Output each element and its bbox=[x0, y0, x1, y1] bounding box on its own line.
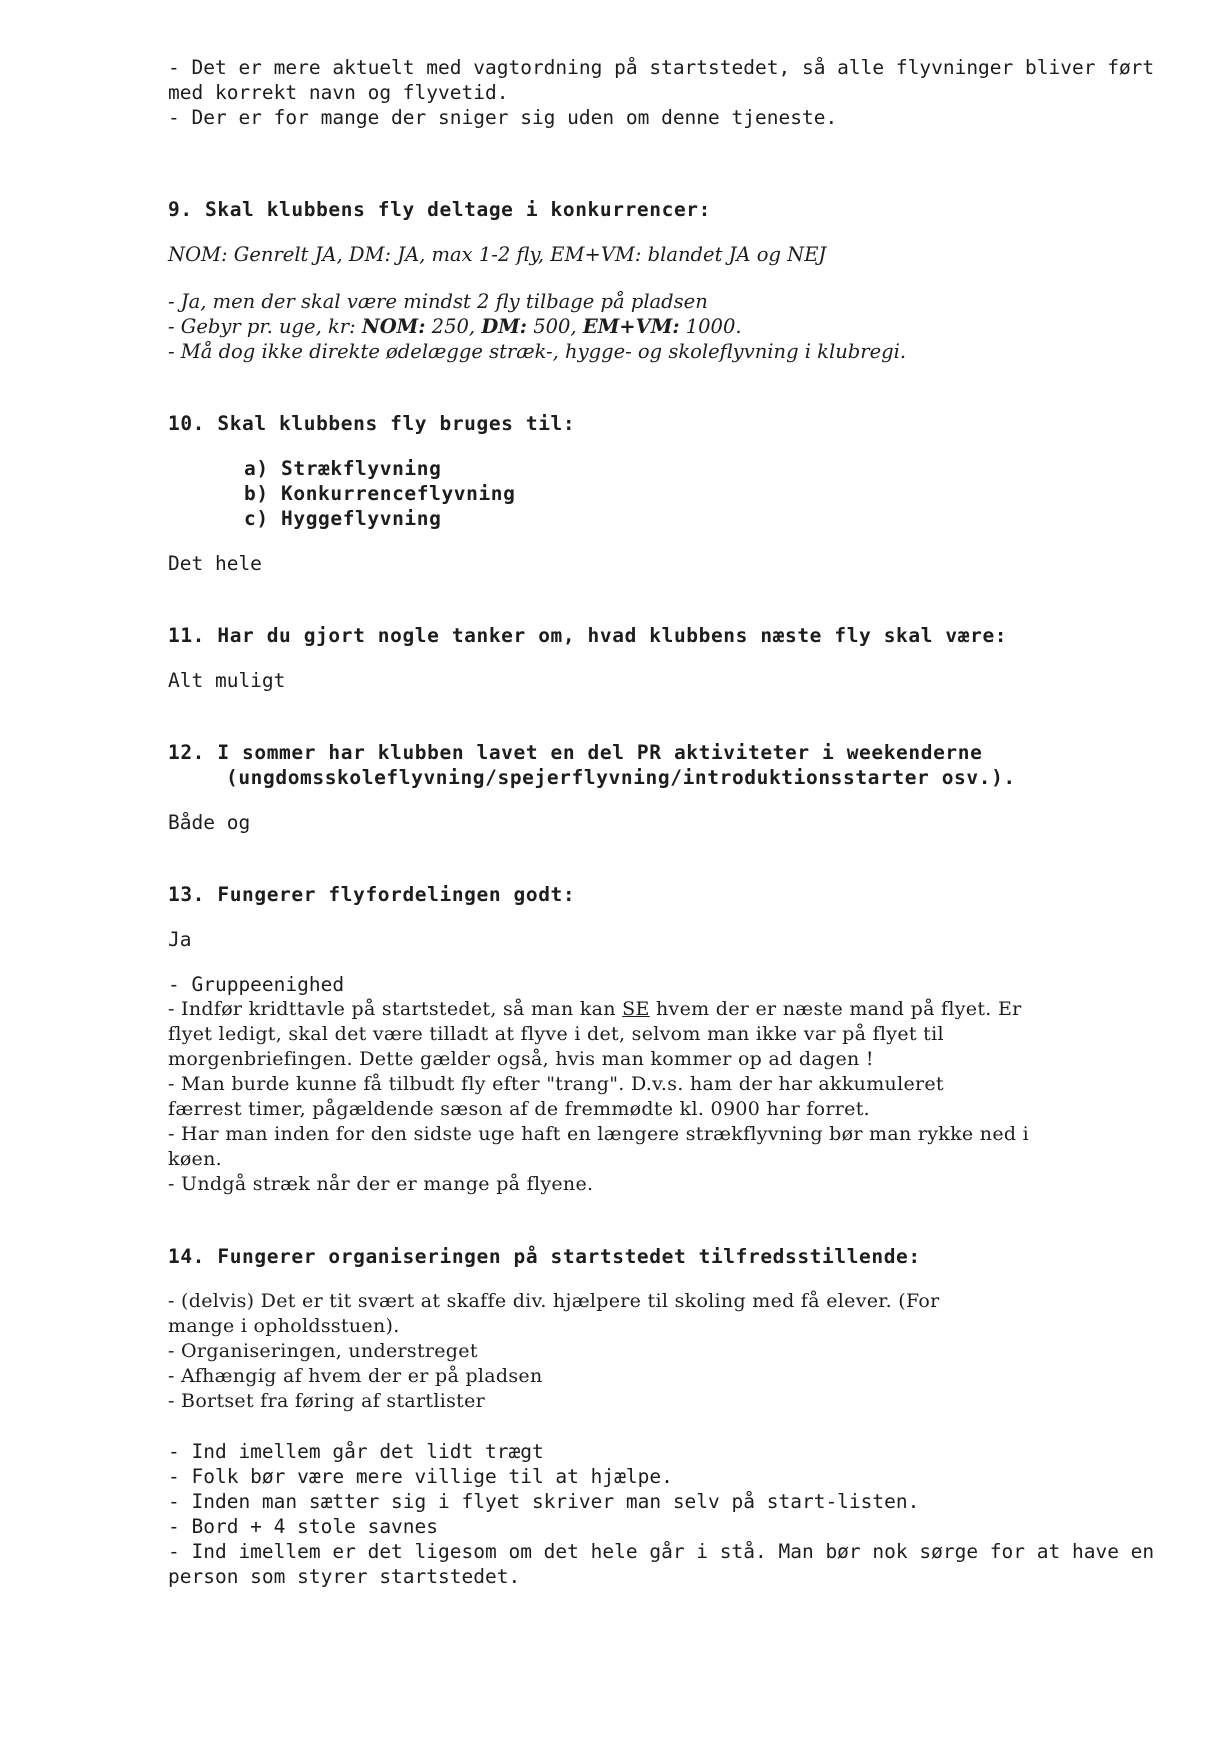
question-13-comment: færrest timer, pågældende sæson af de fremmødte kl. 0900 har forret. bbox=[168, 1098, 870, 1120]
question-13-title: 13. Fungerer flyfordelingen godt: bbox=[168, 883, 576, 906]
question-14-comment: - (delvis) Det er tit svært at skaffe div. hjælpere til skoling med få elever. (For bbox=[168, 1290, 940, 1312]
question-14-comment: person som styrer startstedet. bbox=[168, 1565, 521, 1588]
question-10-option: b) Konkurrenceflyvning bbox=[244, 482, 516, 505]
question-9-summary: NOM: Genrelt JA, DM: JA, max 1-2 fly, EM+VM: blandet JA og NEJ bbox=[168, 243, 827, 266]
question-13-comment: - Har man inden for den sidste uge haft en længere strækflyvning bør man rykke ned i bbox=[168, 1123, 1030, 1145]
document-page bbox=[168, 55, 1208, 1589]
question-14 bbox=[168, 1244, 1208, 1589]
question-14-comment: - Folk bør være mere villige til at hjælpe. bbox=[168, 1465, 673, 1488]
question-13-comment: - Indfør kridttavle på startstedet, så man kan SE hvem der er næste mand på flyet. Er bbox=[168, 998, 1022, 1020]
question-14-comment: - Ind imellem går det lidt trægt bbox=[168, 1440, 544, 1463]
question-12-title: 12. I sommer har klubben lavet en del PR aktiviteter i weekenderne bbox=[168, 741, 983, 764]
question-13-comment: flyet ledigt, skal det være tilladt at flyve i det, selvom man ikke var på flyet til bbox=[168, 1023, 944, 1045]
question-13-comment: morgenbriefingen. Dette gælder også, hvis man kommer op ad dagen ! bbox=[168, 1048, 874, 1070]
question-13-comment: - Undgå stræk når der er mange på flyene. bbox=[168, 1173, 594, 1195]
question-9-comment: - Gebyr pr. uge, kr: NOM: 250, DM: 500, EM+VM: 1000. bbox=[168, 315, 742, 338]
question-13-comment: - Man burde kunne få tilbudt fly efter "trang". D.v.s. ham der har akkumuleret bbox=[168, 1073, 944, 1095]
question-13-comment: køen. bbox=[168, 1148, 222, 1170]
question-13 bbox=[168, 882, 1208, 1197]
question-14-comment: mange i opholdsstuen). bbox=[168, 1315, 400, 1337]
question-14-comment: - Bord + 4 stole savnes bbox=[168, 1515, 439, 1538]
question-9 bbox=[168, 197, 1208, 364]
question-9-comment: - Ja, men der skal være mindst 2 fly tilbage på pladsen bbox=[168, 290, 708, 313]
question-10 bbox=[168, 411, 1208, 576]
question-9-comment: - Må dog ikke direkte ødelægge stræk-, hygge- og skoleflyvning i klubregi. bbox=[168, 340, 907, 363]
question-11-answer: Alt muligt bbox=[168, 669, 286, 692]
intro-line: - Der er for mange der sniger sig uden om denne tjeneste. bbox=[168, 106, 838, 129]
question-10-title: 10. Skal klubbens fly bruges til: bbox=[168, 412, 576, 435]
intro-line: med korrekt navn og flyvetid. bbox=[168, 81, 509, 104]
intro-line: - Det er mere aktuelt med vagtordning på startstedet, så alle flyvninger bliver ført bbox=[168, 56, 1155, 79]
question-14-comment: - Organiseringen, understreget bbox=[168, 1340, 478, 1362]
question-12-title: (ungdomsskoleflyvning/spejerflyvning/introduktionsstarter osv.). bbox=[226, 766, 1016, 789]
question-9-title: 9. Skal klubbens fly deltage i konkurrencer: bbox=[168, 198, 711, 221]
question-14-comment: - Ind imellem er det ligesom om det hele går i stå. Man bør nok sørge for at have en bbox=[168, 1540, 1155, 1563]
question-14-comment: - Inden man sætter sig i flyet skriver man selv på start-listen. bbox=[168, 1490, 920, 1513]
question-10-option: a) Strækflyvning bbox=[244, 457, 442, 480]
question-10-option: c) Hyggeflyvning bbox=[244, 507, 442, 530]
question-12-answer: Både og bbox=[168, 811, 251, 834]
question-10-answer: Det hele bbox=[168, 552, 262, 575]
question-14-comment: - Bortset fra føring af startlister bbox=[168, 1390, 485, 1412]
question-12 bbox=[168, 740, 1208, 835]
question-13-answer: Ja bbox=[168, 928, 192, 951]
question-14-comment: - Afhængig af hvem der er på pladsen bbox=[168, 1365, 543, 1387]
question-11 bbox=[168, 623, 1208, 693]
question-14-title: 14. Fungerer organiseringen på startstedet tilfredsstillende: bbox=[168, 1245, 921, 1268]
question-13-comment: - Gruppeenighed bbox=[168, 973, 345, 996]
intro-section bbox=[168, 55, 1208, 130]
question-11-title: 11. Har du gjort nogle tanker om, hvad klubbens næste fly skal være: bbox=[168, 624, 1008, 647]
